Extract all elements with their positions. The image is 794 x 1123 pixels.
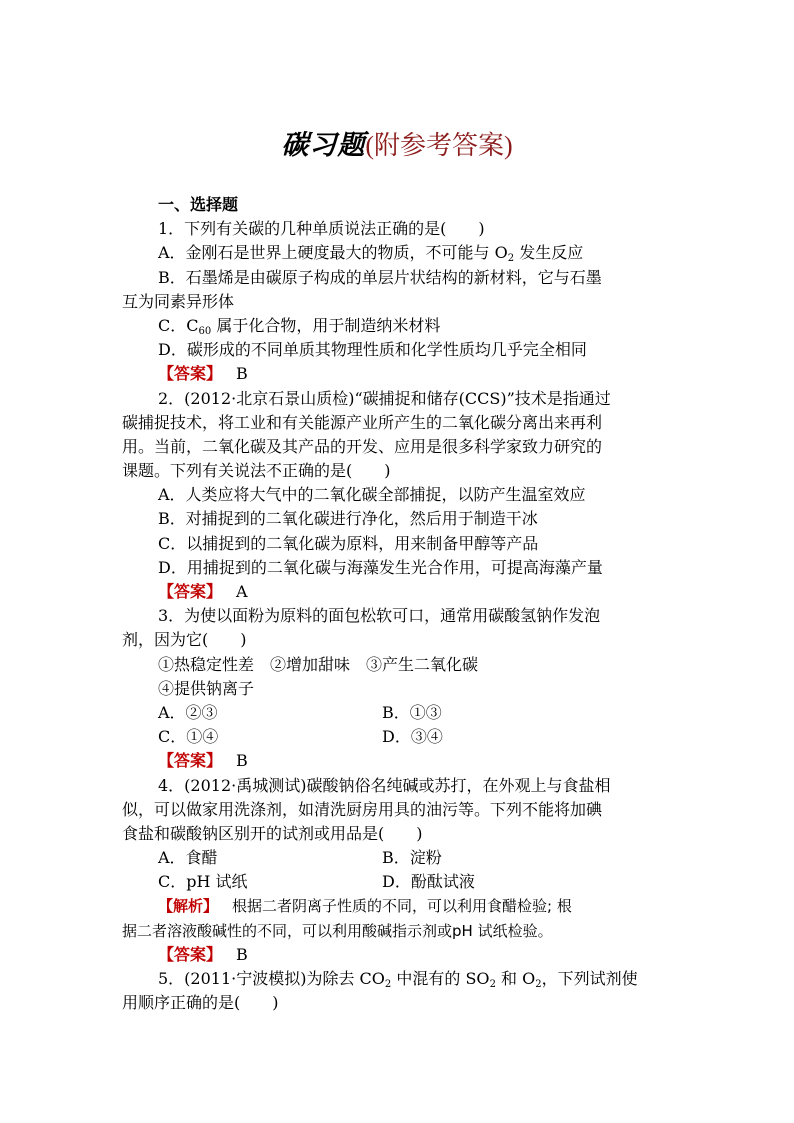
q1-stem: 1．下列有关碳的几种单质说法正确的是( ): [158, 219, 485, 239]
q3-option-d: D．③④: [382, 727, 443, 747]
q5-stem-line1: 5．(2011·宁波模拟)为除去 $CO_2$ 中混有的 $SO_2$ 和 $O_2$，下列试剂使: [158, 969, 638, 990]
q1-option-d: D．碳形成的不同单质其物理性质和化学性质均几乎完全相同: [158, 340, 587, 360]
answer-value: A: [236, 582, 248, 601]
q3-option-c: C．①④: [158, 727, 219, 747]
title-subtitle: (附参考答案): [365, 131, 513, 160]
q2-stem-line1: 2．(2012·北京石景山质检)“碳捕捉和储存(CCS)”技术是指通过: [158, 388, 611, 408]
answer-label: 【答案】: [158, 944, 223, 964]
q2-stem-line2: 碳捕捉技术，将工业和有关能源产业所产生的二氧化碳分离出来再利: [122, 412, 603, 432]
answer-value: B: [236, 944, 248, 964]
analysis-text: 根据二者阴离子性质的不同，可以利用食醋检验; 根: [232, 897, 572, 916]
q4-option-b: B．淀粉: [382, 848, 442, 868]
q1-option-a: A．金刚石是世界上硬度最大的物质，不可能与 $O_2$ 发生反应: [158, 243, 584, 265]
q2-stem-line3: 用。当前，二氧化碳及其产品的开发、应用是很多科学家致力研究的: [122, 436, 603, 456]
q2-option-a: A．人类应将大气中的二氧化碳全部捕捉，以防产生温室效应: [158, 485, 586, 505]
answer-label: 【答案】: [158, 751, 223, 771]
q4-option-c: C．pH 试纸: [158, 872, 248, 892]
analysis-label: 【解析】: [158, 897, 219, 916]
q3-options-cd: [122, 725, 676, 749]
q1-answer: [122, 362, 676, 386]
q3-stem-line1: 3．为使以面粉为原料的面包松软可口，通常用碳酸氢钠作发泡: [158, 606, 601, 626]
q4-stem-line2: 似，可以做家用洗涤剂，如清洗厨房用具的油污等。下列不能将加碘: [122, 799, 603, 819]
q3-choices-line2: ④提供钠离子: [158, 678, 255, 698]
title-main: 碳习题: [281, 130, 366, 161]
page-title: [0, 128, 794, 164]
q4-analysis-line1: [122, 894, 676, 918]
exercise-body: [122, 193, 676, 1015]
q4-option-d: D．酚酞试液: [382, 872, 475, 892]
q4-answer: [122, 943, 676, 967]
q1-option-b: B．石墨烯是由碳原子构成的单层片状结构的新材料，它与石墨: [158, 267, 602, 287]
q2-option-d: D．用捕捉到的二氧化碳与海藻发生光合作用，可提高海藻产量: [158, 557, 603, 577]
q2-option-c: C．以捕捉到的二氧化碳为原料，用来制备甲醇等产品: [158, 533, 539, 553]
q4-options-ab: [122, 846, 676, 870]
answer-label: 【答案】: [158, 364, 223, 384]
answer-label: 【答案】: [158, 582, 223, 601]
q4-stem-line1: 4．(2012·禹城测试)碳酸钠俗名纯碱或苏打，在外观上与食盐相: [158, 775, 611, 795]
section-heading: 一、选择题: [158, 195, 239, 214]
q2-option-b: B．对捕捉到的二氧化碳进行净化，然后用于制造干冰: [158, 509, 538, 529]
answer-value: B: [236, 364, 248, 384]
q4-stem-line3: 食盐和碳酸钠区别开的试剂或用品是( ): [122, 823, 423, 843]
q4-analysis-line2: 据二者溶液酸碱性的不同，可以利用酸碱指示剂或pH 试纸检验。: [122, 921, 553, 940]
q3-options-ab: [122, 701, 676, 725]
q3-option-b: B．①③: [382, 702, 442, 722]
q3-choices-line1: ①热稳定性差 ②增加甜味 ③产生二氧化碳: [158, 654, 479, 674]
q4-options-cd: [122, 870, 676, 894]
q3-option-a: A．②③: [158, 702, 218, 722]
q1-option-c: C．$C_{60}$ 属于化合物，用于制造纳米材料: [158, 315, 441, 337]
q1-option-b-cont: 互为同素异形体: [122, 291, 235, 311]
q2-stem-line4: 课题。下列有关说法不正确的是( ): [122, 461, 391, 481]
q2-answer: [122, 580, 676, 604]
q3-stem-line2: 剂，因为它( ): [122, 630, 247, 650]
q5-stem-line2: 用顺序正确的是( ): [122, 993, 279, 1013]
q3-answer: [122, 749, 676, 773]
q4-option-a: A．食醋: [158, 848, 218, 868]
answer-value: B: [236, 751, 248, 771]
